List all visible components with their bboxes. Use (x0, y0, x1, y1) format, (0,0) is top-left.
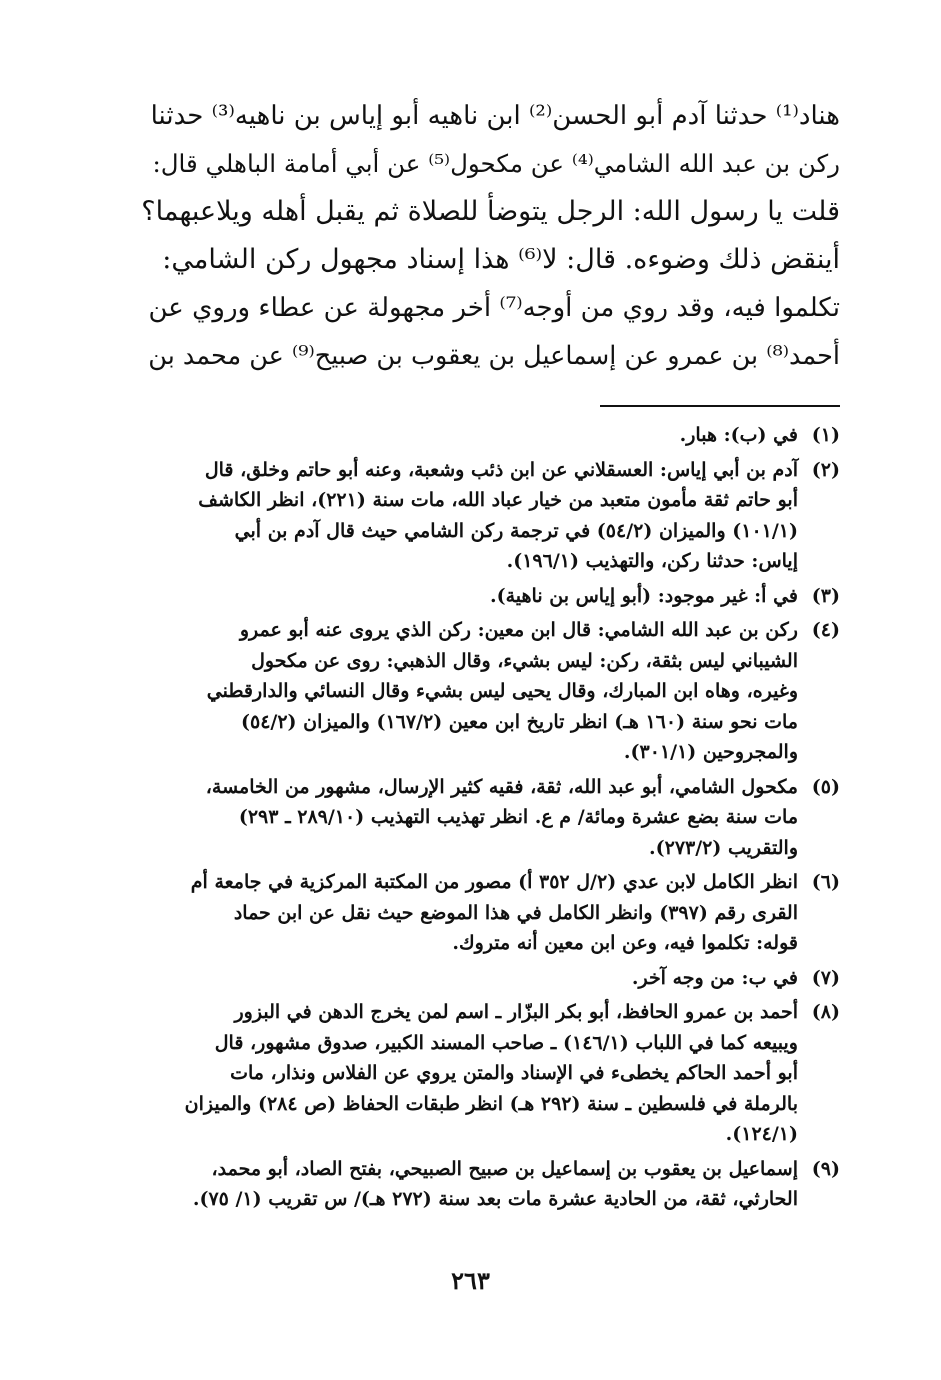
footnote-line: والتقريب (٢٧٣/٢). (649, 836, 798, 859)
footnote-line: الحارثي، ثقة، من الحادية عشرة مات بعد سنة (٢٧٢ هـ)/ س تقريب (١/ ٧٥). (192, 1188, 798, 1210)
footnote-number: (٤) (811, 619, 840, 641)
footnote-line: القرى رقم (٣٩٧) وانظر الكامل في هذا الموضع حيث نقل عن ابن حماد (233, 901, 798, 924)
footnote-line: انظر الكامل لابن عدي (٢/ل ٣٥٢ أ) مصور من المكتبة المركزية في جامعة أم (190, 871, 798, 893)
footnote-number: (٨) (811, 1001, 840, 1023)
footnote-line: مات نحو سنة (١٦٠ هـ) انظر تاريخ ابن معين (١٦٧/٢) والميزان (٥٤/٢) (240, 710, 798, 733)
footnote-line: مكحول الشامي، أبو عبد الله، ثقة، فقيه كثير الإرسال، مشهور من الخامسة، (205, 775, 798, 798)
footnote (140, 963, 840, 994)
footnote-line: في أ: غير موجود: (أبو إياس بن ناهية). (490, 584, 798, 607)
footnote-line: والمجروحين (٣٠١/١). (623, 741, 798, 763)
footnote (140, 420, 840, 451)
footnote-number: (٣) (811, 584, 840, 607)
footnote-body (140, 581, 798, 612)
main-text-line: تكلموا فيه، وقد روي من أوجه⁽⁷⁾ أخر مجهولة عن عطاء وروي عن (148, 293, 840, 323)
footnote-body (140, 867, 798, 959)
footnote-line: بالرملة في فلسطين ـ سنة (٢٩٢ هـ) انظر طبقات الحفاظ (ص ٢٨٤) والميزان (184, 1092, 798, 1115)
footnote-body (140, 772, 798, 864)
footnote-line: آدم بن أبي إياس: العسقلاني عن ابن ذئب وشعبة، وعنه أبو حاتم وخلق، قال (204, 458, 798, 481)
footnote-line: قوله: تكلموا فيه، وعن ابن معين أنه متروك. (452, 932, 798, 954)
footnote (140, 1154, 840, 1215)
main-text-block (140, 92, 840, 380)
footnote (140, 615, 840, 768)
footnote-line: الشيباني ليس بثقة، ركن: ليس بشيء، وقال الذهبي: روى عن مكحول (251, 649, 798, 672)
footnote-line: في (ب): هبار. (679, 424, 798, 446)
footnote-body (140, 615, 798, 768)
main-text-line: قلت يا رسول الله: الرجل يتوضأ للصلاة ثم يقبل أهله ويلاعبهما؟ (141, 196, 840, 227)
footnote-number: (٦) (811, 871, 840, 893)
footnote-body (140, 997, 798, 1150)
footnote-number: (١) (811, 424, 840, 446)
footnote (140, 867, 840, 959)
footnote-line: أبو حاتم ثقة مأمون متعبد من خيار عباد الله، مات سنة (٢٢١)، انظر الكاشف (198, 489, 798, 511)
footnote-number: (٢) (811, 458, 840, 481)
footnotes-block (140, 420, 840, 1219)
footnote-body (140, 455, 798, 577)
footnote (140, 997, 840, 1150)
footnote-number: (٩) (811, 1157, 840, 1180)
footnote-divider (600, 405, 840, 407)
main-text-line: أينقض ذلك وضوءه. قال: لا⁽⁶⁾ هذا إسناد مجهول ركن الشامي: (162, 244, 840, 275)
footnote-line: ويبيعه كما في اللباب (١٤٦/١) ـ صاحب المسند الكبير، صدوق مشهور، قال (214, 1031, 798, 1054)
footnote-line: وغيره، وهاه ابن المبارك، وقال يحيى ليس بشيء وقال النسائي والدارقطني (206, 680, 798, 702)
footnote-line: ركن بن عبد الله الشامي: قال ابن معين: ركن الذي يروى عنه أبو عمرو (239, 619, 798, 641)
main-text-line: أحمد⁽⁸⁾ بن عمرو عن إسماعيل بن يعقوب بن صبيح⁽⁹⁾ عن محمد بن (148, 341, 840, 371)
footnote-line: أبو أحمد الحاكم يخطىء في الإسناد والمتن يروي عن الفلاس ونذار، مات (230, 1062, 798, 1084)
footnote-body (140, 1154, 798, 1215)
footnote (140, 772, 840, 864)
footnote-number: (٧) (811, 966, 840, 989)
footnote-line: (١٠١/١) والميزان (٥٤/٢) في ترجمة ركن الشامي حيث قال آدم بن أبي (234, 519, 798, 542)
footnote-line: في ب: من وجه آخر. (631, 966, 798, 989)
footnote-line: إسماعيل بن يعقوب بن إسماعيل بن صبيح الصبيحي، بفتح الصاد، أبو محمد، (211, 1157, 798, 1180)
page-number: ٢٦٣ (451, 1266, 490, 1295)
main-text-line: هناد⁽¹⁾ حدثنا آدم أبو الحسن⁽²⁾ ابن ناهيه أبو إياس بن ناهيه⁽³⁾ حدثنا (150, 101, 840, 131)
footnote-line: أحمد بن عمرو الحافظ، أبو بكر البزّار ـ اسم لمن يخرج الدهن في البزور (234, 1001, 798, 1023)
footnote-line: مات سنة بضع عشرة ومائة/ م ع. انظر تهذيب التهذيب (٢٨٩/١٠ ـ ٢٩٣) (238, 806, 798, 828)
footnote-body (140, 963, 798, 994)
footnote-number: (٥) (811, 775, 840, 798)
footnote (140, 581, 840, 612)
footnote-body (140, 420, 798, 451)
footnote-line: إياس: حدثنا ركن، والتهذيب (١٩٦/١). (506, 550, 798, 572)
footnote-line: (١٢٤/١). (725, 1123, 798, 1145)
footnote (140, 455, 840, 577)
main-text-line: ركن بن عبد الله الشامي⁽⁴⁾ عن مكحول⁽⁵⁾ عن أبي أمامة الباهلي قال: (152, 149, 840, 178)
